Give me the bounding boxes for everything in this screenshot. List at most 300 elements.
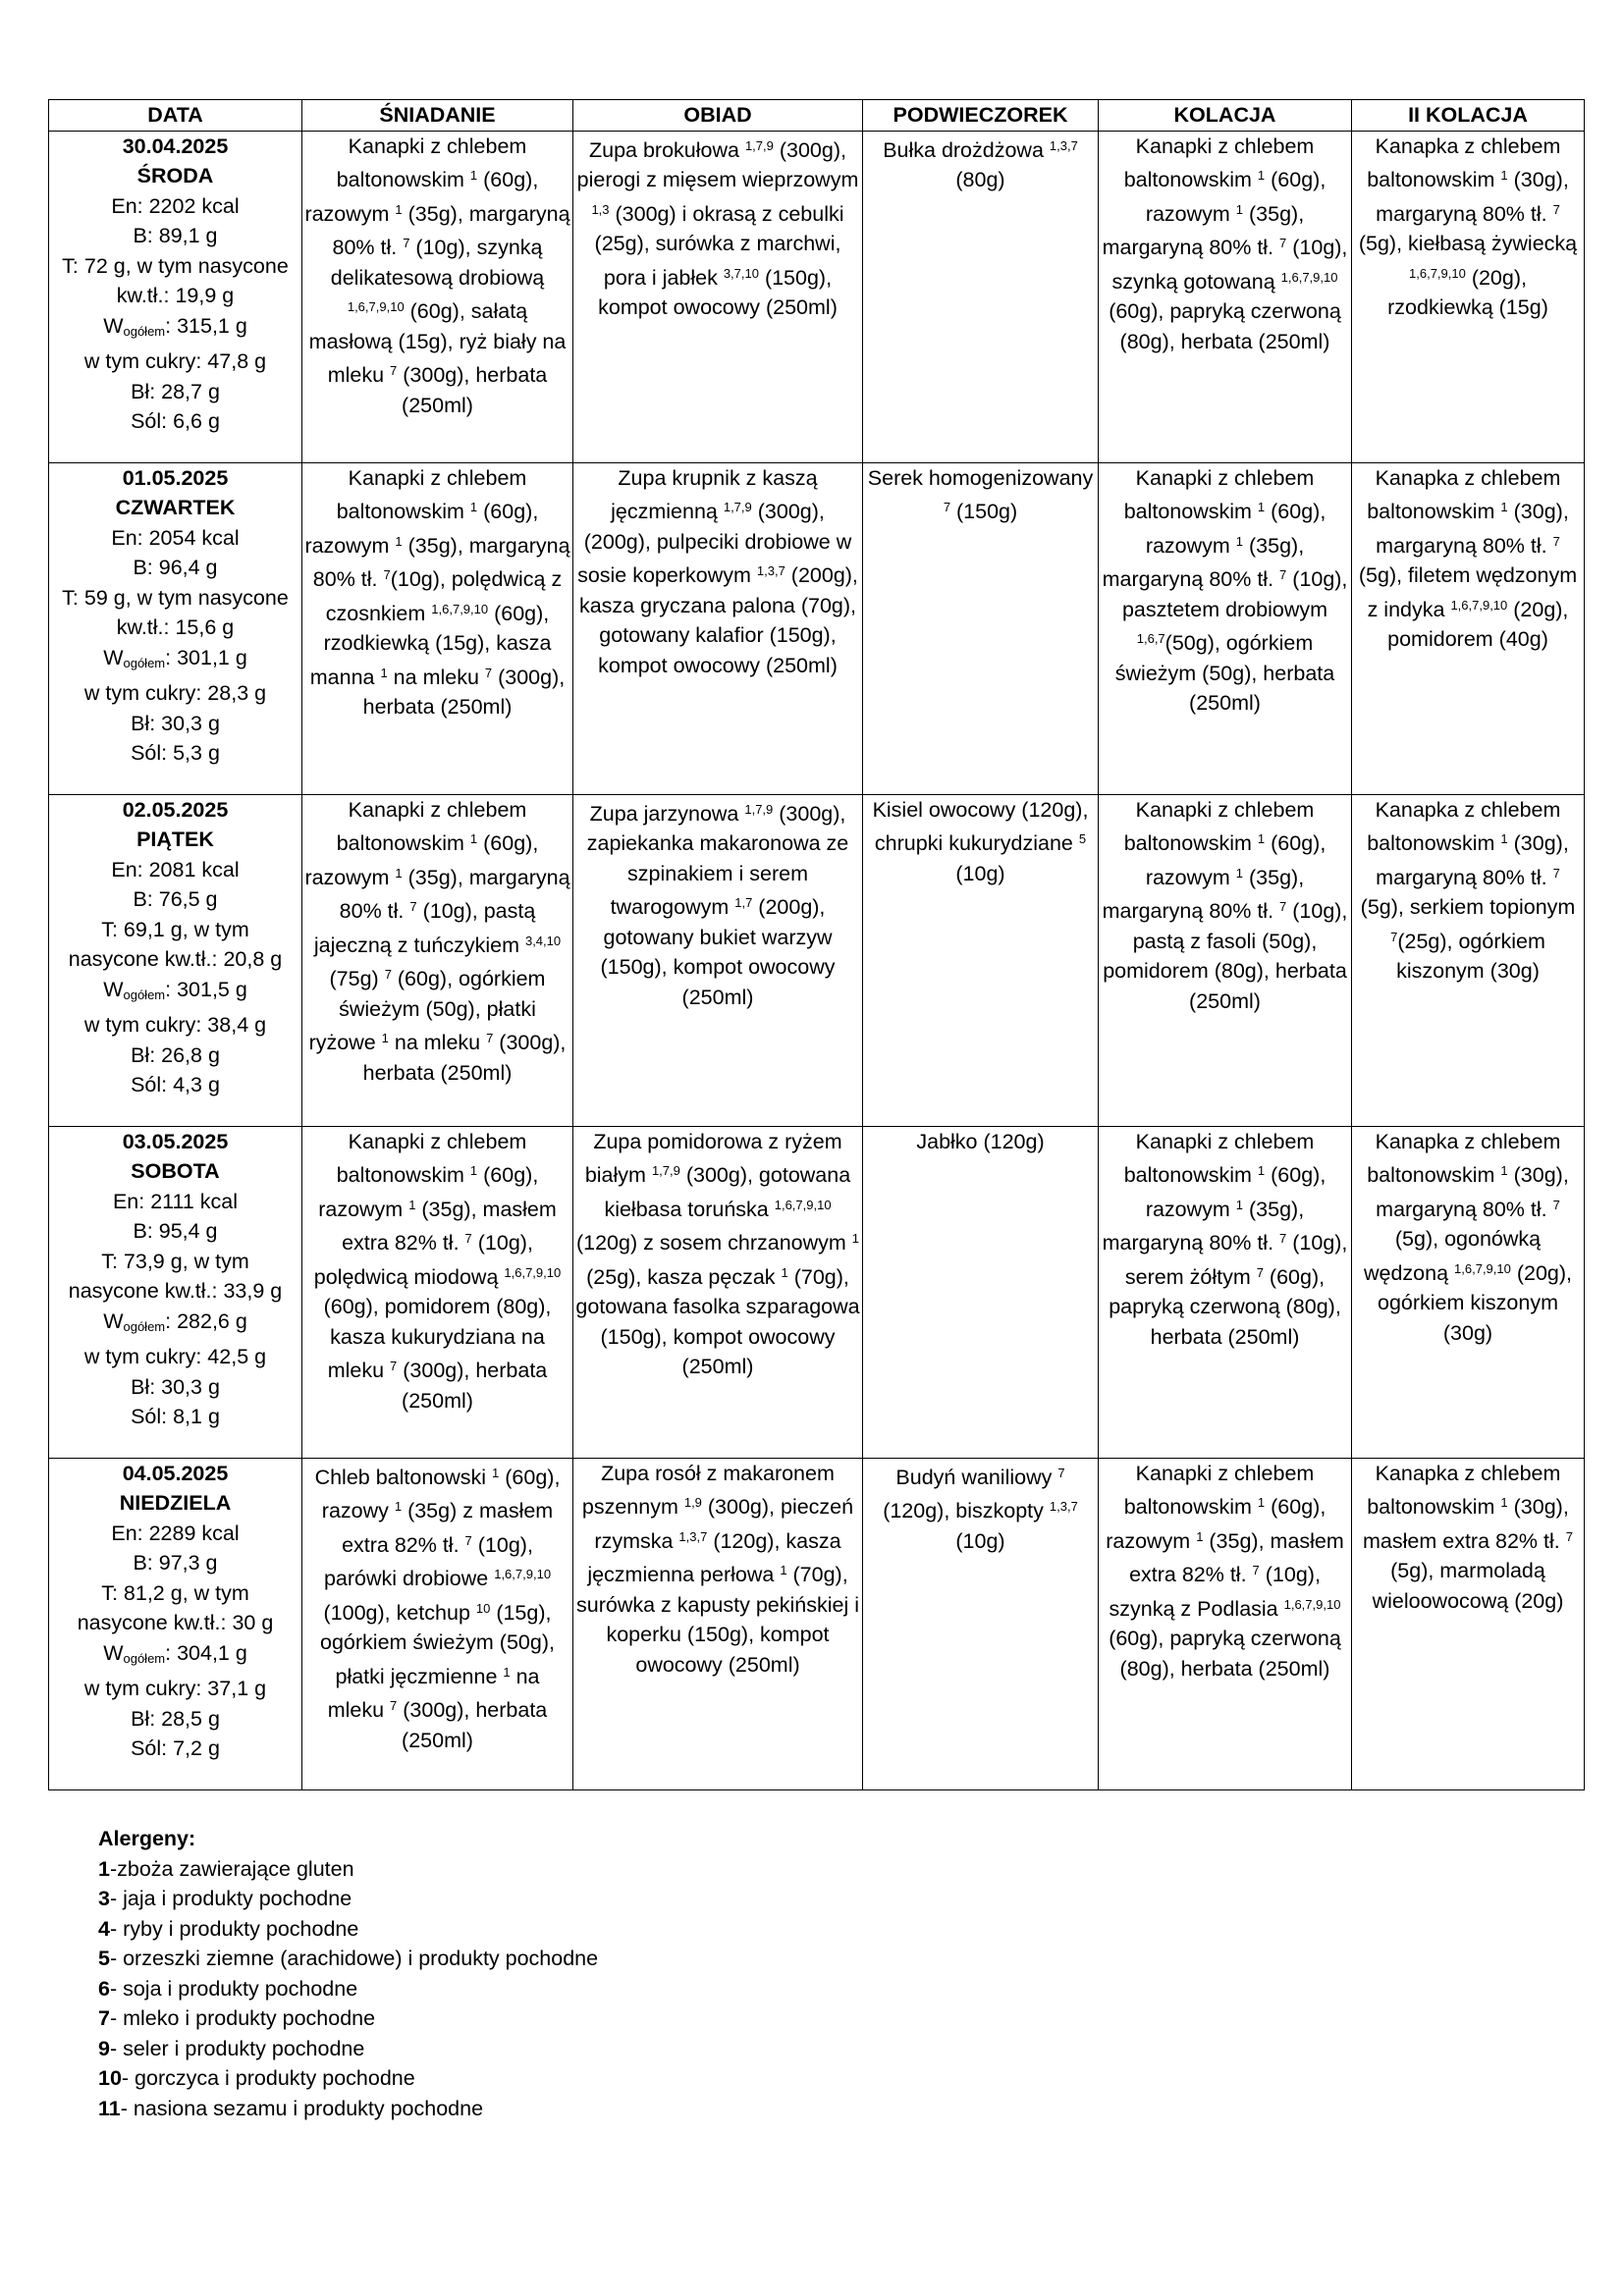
- text-run: (5g), marmoladą wieloowocową (20g): [1372, 1559, 1564, 1613]
- text-run: W: [103, 1640, 124, 1665]
- allergen-number: 10: [98, 2066, 122, 2090]
- text-run: T: 59 g, w tym nasycone: [62, 585, 289, 610]
- allergen-description: - ryby i produkty pochodne: [109, 1916, 359, 1941]
- text-run: W: [103, 977, 124, 1001]
- allergen-code: 1,3: [591, 201, 610, 217]
- allergen-item: [98, 2063, 598, 2094]
- text-run: (10g), polędwicą z czosnkiem: [325, 567, 563, 625]
- breakfast-cell: [302, 131, 573, 462]
- allergen-code: 7: [403, 236, 410, 250]
- allergen-code: 1,7,9: [744, 137, 774, 153]
- date-cell: [49, 1458, 302, 1789]
- text-run: T: 81,2 g, w tym: [101, 1580, 249, 1605]
- lunch-cell: [573, 131, 863, 462]
- allergen-code: 7: [390, 1698, 398, 1713]
- nutrition-line: [51, 613, 299, 643]
- allergen-description: - mleko i produkty pochodne: [109, 2006, 376, 2030]
- weekday-label: NIEDZIELA: [119, 1491, 232, 1515]
- allergen-code: 7: [1565, 1528, 1573, 1544]
- weekday-label: ŚRODA: [136, 164, 214, 187]
- text-run: (10g), serem żółtym: [1124, 1231, 1348, 1289]
- nutrition-line: [51, 1010, 299, 1041]
- text-run: B: 89,1 g: [133, 224, 218, 247]
- text-run: (120g) z sosem chrzanowym: [575, 1231, 852, 1255]
- allergen-code: 1,6,7,9,10: [1454, 1260, 1511, 1276]
- nutrition-line: [51, 855, 299, 885]
- text-run: (30g), margaryną 80% tł.: [1376, 168, 1569, 226]
- text-run: (35g), margaryną 80% tł.: [1102, 533, 1305, 591]
- text-run: Kanapka z chlebem baltonowskim: [1367, 797, 1561, 855]
- allergen-code: 1,6,7,9,10: [1280, 269, 1338, 285]
- allergen-code: 1: [503, 1664, 511, 1680]
- text-run: (60g), razowym: [1106, 1495, 1326, 1553]
- text-run: Kanapka z chlebem baltonowskim: [1367, 465, 1561, 523]
- allergen-code: 7: [943, 500, 951, 514]
- nutrition-line: [51, 1674, 299, 1704]
- text-run: Budyń waniliowy: [895, 1465, 1058, 1489]
- snack-cell: [863, 462, 1099, 794]
- text-run: W: [103, 313, 124, 338]
- text-run: w tym cukry: 38,4 g: [83, 1013, 267, 1037]
- nutrition-line: [51, 738, 299, 769]
- text-run: (25g), ogórkiem kiszonym (30g): [1396, 929, 1545, 983]
- text-run: : 304,1 g: [165, 1640, 247, 1665]
- allergen-code: 1: [1500, 1495, 1508, 1510]
- allergen-code: 1: [1235, 533, 1244, 549]
- allergen-code: 1,6,7,9,10: [347, 299, 405, 314]
- allergen-code: 1: [381, 1031, 389, 1045]
- allergen-number: 4: [98, 1916, 110, 1941]
- allergen-code: 7: [1552, 201, 1560, 217]
- text-run: (60g), papryką czerwoną (80g), herbata (250ml): [1109, 1627, 1341, 1681]
- nutrition-line: [51, 1041, 299, 1071]
- allergen-code: 1: [408, 1197, 416, 1212]
- text-run: W: [103, 1308, 124, 1333]
- table-header: [49, 100, 1585, 132]
- allergen-number: 9: [98, 2036, 110, 2060]
- date-label: 02.05.2025: [122, 797, 229, 822]
- text-run: (30g), margaryną 80% tł.: [1376, 831, 1569, 889]
- text-run: Zupa brokułowa: [589, 137, 745, 162]
- second-dinner-cell: [1352, 131, 1585, 462]
- text-run: Bułka drożdżowa: [883, 137, 1050, 162]
- nutrition-line: [51, 1578, 299, 1609]
- text-run: (300g), herbata (250ml): [397, 1698, 548, 1752]
- allergen-code: 7: [1279, 899, 1287, 914]
- text-run: : 282,6 g: [165, 1308, 247, 1333]
- text-run: Sól: 5,3 g: [131, 741, 220, 765]
- allergen-code: 1,6,7,9,10: [774, 1197, 832, 1212]
- breakfast-cell: [302, 462, 573, 794]
- text-run: (10g), pasztetem drobiowym: [1121, 567, 1348, 621]
- text-run: (60g), razowym: [318, 1163, 539, 1221]
- text-run: Zupa pomidorowa z ryżem białym: [584, 1129, 842, 1187]
- nutrition-line: [51, 884, 299, 915]
- text-run: Zupa jarzynowa: [589, 801, 745, 826]
- text-run: Kanapka z chlebem baltonowskim: [1367, 1461, 1561, 1519]
- text-run: (35g), margaryną 80% tł.: [312, 533, 570, 591]
- allergen-item: [98, 1944, 598, 1974]
- nutrition-line: [51, 643, 299, 679]
- text-run: Zupa rosół z makaronem pszennym: [581, 1461, 835, 1519]
- allergen-code: 1: [1500, 500, 1508, 514]
- allergen-code: 1,6,7,9,10: [1450, 597, 1508, 613]
- dinner-cell: [1099, 131, 1352, 462]
- date-label: 01.05.2025: [122, 465, 229, 490]
- text-run: kw.tł.: 19,9 g: [116, 284, 235, 307]
- breakfast-cell: [302, 1458, 573, 1789]
- text-run: Kanapki z chlebem baltonowskim: [1123, 133, 1315, 191]
- allergen-item: [98, 1884, 598, 1914]
- text-run: Chleb baltonowski: [314, 1465, 493, 1489]
- allergen-code: 1: [395, 201, 403, 217]
- text-run: (10g): [955, 861, 1005, 885]
- text-run: En: 2081 kcal: [111, 857, 240, 881]
- text-run: (10g): [955, 1528, 1005, 1553]
- text-run: (60g), pomidorem (80g), kasza kukurydziana na mleku: [323, 1295, 552, 1382]
- allergen-code: 10: [475, 1600, 491, 1616]
- subscript-text: ogółem: [123, 323, 166, 339]
- text-run: Kanapki z chlebem baltonowskim: [1123, 1461, 1315, 1519]
- text-run: (70g), gotowana fasolka szparagowa (150g), kompot owocowy (250ml): [575, 1264, 860, 1378]
- text-run: Kanapka z chlebem baltonowskim: [1367, 1129, 1561, 1187]
- text-run: : 301,1 g: [165, 645, 247, 669]
- allergen-code: 3,7,10: [723, 265, 759, 281]
- text-run: nasycone kw.tł.: 30 g: [77, 1611, 274, 1634]
- day-row: [49, 794, 1585, 1126]
- text-run: (60g), sałatą masłową (15g), ryż biały na mleku: [308, 299, 567, 387]
- text-run: (150g), kompot owocowy (250ml): [598, 265, 838, 319]
- allergen-description: - seler i produkty pochodne: [109, 2036, 365, 2060]
- text-run: En: 2202 kcal: [111, 193, 240, 218]
- text-run: w tym cukry: 37,1 g: [83, 1677, 267, 1700]
- nutrition-line: [51, 709, 299, 739]
- allergen-description: - jaja i produkty pochodne: [109, 1887, 352, 1910]
- nutrition-line: [51, 944, 299, 975]
- subscript-text: ogółem: [123, 1650, 166, 1666]
- text-run: (5g), kiełbasą żywiecką: [1358, 232, 1578, 255]
- text-run: (300g), pierogi z mięsem wieprzowym: [576, 137, 859, 191]
- text-run: Kanapki z chlebem baltonowskim: [336, 1129, 527, 1187]
- nutrition-line: [51, 1608, 299, 1638]
- weekday-label: PIĄTEK: [136, 828, 214, 851]
- allergen-code: 1,3,7: [678, 1528, 708, 1544]
- nutrition-line: [51, 1070, 299, 1100]
- allergen-code: 7: [1252, 1563, 1260, 1577]
- allergen-code: 7: [383, 567, 391, 582]
- header-breakfast: ŚNIADANIE: [302, 100, 573, 132]
- allergen-code: 1: [469, 168, 478, 183]
- header-date: DATA: [49, 100, 302, 132]
- allergen-code: 7: [1552, 1197, 1560, 1212]
- lunch-cell: [573, 794, 863, 1126]
- text-run: (120g), kasza jęczmienna perłowa: [587, 1528, 841, 1586]
- text-run: Kanapki z chlebem baltonowskim: [336, 133, 527, 191]
- allergen-item: [98, 1854, 598, 1885]
- text-run: (5g), ogonówką wędzoną: [1363, 1227, 1542, 1285]
- allergen-code: 1,7,9: [744, 801, 774, 817]
- text-run: (35g), masłem extra 82% tł.: [342, 1197, 557, 1255]
- text-run: (25g), kasza pęczak: [586, 1264, 782, 1289]
- nutrition-line: [51, 311, 299, 347]
- text-run: (300g), zapiekanka makaronowa ze szpinakiem i serem twarogowym: [586, 801, 849, 919]
- allergen-code: 7: [1057, 1465, 1065, 1480]
- text-run: na mleku: [388, 1031, 487, 1054]
- allergen-code: 1: [1257, 1163, 1266, 1178]
- nutrition-line: [51, 251, 299, 282]
- allergen-legend: [98, 1824, 598, 2123]
- allergen-code: 1: [492, 1465, 500, 1480]
- table-body: [49, 131, 1585, 1789]
- header-dinner: KOLACJA: [1099, 100, 1352, 132]
- allergen-code: 1: [380, 665, 388, 680]
- allergen-code: 7: [1552, 533, 1560, 549]
- allergen-code: 7: [390, 1359, 398, 1373]
- allergen-code: 1: [1235, 201, 1244, 217]
- allergen-code: 1: [1235, 1197, 1244, 1212]
- subscript-text: ogółem: [123, 655, 166, 670]
- text-run: (150g): [950, 500, 1018, 523]
- nutrition-line: [51, 221, 299, 251]
- date-label: 04.05.2025: [122, 1461, 229, 1485]
- nutrition-line: [51, 523, 299, 554]
- text-run: (300g), (200g), pulpeciki drobiowe w sosie koperkowym: [577, 500, 852, 587]
- nutrition-line: [51, 1638, 299, 1675]
- dinner-cell: [1099, 462, 1352, 794]
- allergen-code: 1: [469, 1163, 478, 1178]
- allergen-code: 7: [1390, 929, 1398, 944]
- text-run: w tym cukry: 28,3 g: [83, 681, 267, 705]
- text-run: En: 2111 kcal: [112, 1189, 239, 1213]
- date-label: 30.04.2025: [122, 133, 229, 158]
- text-run: (20g), rzodkiewką (15g): [1387, 265, 1548, 319]
- nutrition-line: [51, 915, 299, 945]
- allergen-code: 3,4,10: [524, 933, 562, 948]
- text-run: w tym cukry: 47,8 g: [83, 349, 267, 373]
- text-run: Sól: 6,6 g: [131, 409, 220, 433]
- allergen-code: 1: [1196, 1528, 1204, 1544]
- nutrition-line: [51, 1307, 299, 1343]
- second-dinner-cell: [1352, 1126, 1585, 1458]
- allergen-code: 1,6,7,9,10: [431, 601, 489, 616]
- text-run: na mleku: [327, 1664, 540, 1722]
- text-run: (50g), ogórkiem świeżym (50g), herbata (250ml): [1114, 631, 1335, 715]
- second-dinner-cell: [1352, 794, 1585, 1126]
- text-run: (120g), biszkopty: [883, 1499, 1050, 1522]
- allergen-code: 1,3,7: [1049, 137, 1078, 153]
- allergen-code: 1: [469, 500, 478, 514]
- allergen-code: 1,3,7: [756, 563, 785, 578]
- header-lunch: OBIAD: [573, 100, 863, 132]
- text-run: (70g), surówka z kapusty pekińskiej i koperku (150g), kompot owocowy (250ml): [576, 1563, 859, 1677]
- text-run: (60g), papryką czerwoną (80g), herbata (250ml): [1109, 299, 1341, 353]
- text-run: (10g), polędwicą miodową: [313, 1231, 533, 1289]
- nutrition-line: [51, 1247, 299, 1277]
- nutrition-line: [51, 1187, 299, 1217]
- allergen-code: 1,3,7: [1049, 1499, 1078, 1514]
- allergen-code: 7: [409, 899, 417, 914]
- second-dinner-cell: [1352, 462, 1585, 794]
- allergen-number: 3: [98, 1887, 110, 1910]
- nutrition-line: [51, 281, 299, 311]
- text-run: na mleku: [387, 665, 485, 689]
- text-run: Kanapki z chlebem baltonowskim: [1123, 465, 1315, 523]
- text-run: (20g), pomidorem (40g): [1387, 597, 1569, 651]
- allergen-description: - nasiona sezamu i produkty pochodne: [120, 2096, 484, 2120]
- allergen-number: 6: [98, 1976, 110, 2001]
- allergen-number: 1: [98, 1856, 110, 1881]
- date-cell: [49, 794, 302, 1126]
- allergen-code: 1: [1257, 500, 1266, 514]
- text-run: (35g), margaryną 80% tł.: [1102, 1197, 1305, 1255]
- text-run: (300g), herbata (250ml): [397, 1359, 548, 1413]
- text-run: (30g), margaryną 80% tł.: [1376, 500, 1569, 558]
- allergen-code: 1: [781, 1264, 788, 1280]
- text-run: (60g), papryką czerwoną (80g), herbata (250ml): [1109, 1264, 1341, 1349]
- allergen-code: 1,6,7: [1136, 631, 1165, 646]
- text-run: (10g), parówki drobiowe: [323, 1532, 533, 1590]
- allergen-description: -zboża zawierające gluten: [109, 1856, 354, 1881]
- text-run: (60g), razowym: [1145, 1163, 1326, 1221]
- text-run: (60g), razowym: [1145, 831, 1326, 889]
- text-run: Bł: 28,7 g: [131, 379, 220, 403]
- nutrition-line: [51, 406, 299, 437]
- text-run: (80g): [955, 168, 1005, 191]
- text-run: (30g), margaryną 80% tł.: [1376, 1163, 1569, 1221]
- allergen-code: 1,6,7,9,10: [494, 1567, 552, 1581]
- weekday-label: CZWARTEK: [115, 496, 236, 519]
- text-run: : 315,1 g: [165, 313, 247, 338]
- text-run: (60g), razowym: [1145, 500, 1326, 558]
- text-run: Bł: 30,3 g: [131, 1374, 220, 1399]
- text-run: (35g), margaryną 80% tł.: [1102, 201, 1305, 259]
- text-run: Sól: 4,3 g: [131, 1073, 220, 1096]
- header-snack: PODWIECZOREK: [863, 100, 1099, 132]
- text-run: (75g): [329, 967, 385, 990]
- snack-cell: [863, 1126, 1099, 1458]
- text-run: (20g), ogórkiem kiszonym (30g): [1378, 1260, 1572, 1345]
- text-run: (200g), gotowany bukiet warzyw (150g), kompot owocowy (250ml): [600, 895, 836, 1009]
- allergen-number: 5: [98, 1947, 110, 1970]
- allergen-code: 1: [469, 831, 478, 846]
- dinner-cell: [1099, 1126, 1352, 1458]
- nutrition-line: [51, 1216, 299, 1247]
- nutrition-line: [51, 191, 299, 222]
- nutrition-line: [51, 1372, 299, 1403]
- allergen-code: 1: [851, 1231, 860, 1246]
- text-run: (10g), szynką z Podlasia: [1109, 1563, 1321, 1621]
- text-run: Bł: 30,3 g: [131, 711, 220, 735]
- allergen-description: - orzeszki ziemne (arachidowe) i produkty pochodne: [109, 1947, 599, 1970]
- allergen-code: 1: [1235, 865, 1244, 881]
- text-run: Bł: 26,8 g: [131, 1042, 220, 1067]
- allergen-code: 7: [1552, 865, 1560, 881]
- nutrition-line: [51, 583, 299, 614]
- allergen-code: 7: [1279, 567, 1287, 582]
- text-run: (300g), gotowana kiełbasa toruńska: [604, 1163, 851, 1221]
- weekday-label: SOBOTA: [131, 1159, 220, 1183]
- text-run: (5g), serkiem topionym: [1360, 895, 1576, 919]
- text-run: T: 73,9 g, w tym: [101, 1249, 249, 1273]
- text-run: (35g) z masłem extra 82% tł.: [342, 1499, 554, 1557]
- nutrition-line: [51, 1548, 299, 1578]
- text-run: (10g), szynką delikatesową drobiową: [330, 236, 545, 290]
- text-run: (30g), masłem extra 82% tł.: [1363, 1495, 1569, 1553]
- allergen-number: 7: [98, 2006, 110, 2030]
- date-cell: [49, 131, 302, 462]
- day-row: [49, 1458, 1585, 1789]
- subscript-text: ogółem: [123, 987, 166, 1002]
- text-run: (60g), ogórkiem świeżym (50g), płatki ryżowe: [308, 967, 546, 1054]
- text-run: B: 76,5 g: [133, 887, 218, 911]
- allergen-code: 7: [464, 1532, 472, 1548]
- nutrition-line: [51, 1276, 299, 1307]
- text-run: (35g), margaryną 80% tł.: [332, 201, 570, 259]
- nutrition-line: [51, 1519, 299, 1549]
- allergen-code: 1,9: [683, 1495, 702, 1510]
- nutrition-line: [51, 1704, 299, 1735]
- text-run: kw.tł.: 15,6 g: [116, 615, 235, 639]
- allergen-code: 7: [1279, 1231, 1287, 1246]
- text-run: (60g), razowy: [321, 1465, 561, 1522]
- text-run: Kisiel owocowy (120g), chrupki kukurydziane: [872, 797, 1089, 855]
- day-row: [49, 462, 1585, 794]
- allergen-code: 1,6,7,9,10: [1283, 1596, 1341, 1612]
- lunch-cell: [573, 462, 863, 794]
- text-run: Bł: 28,5 g: [131, 1706, 220, 1731]
- allergen-code: 1,7: [734, 895, 753, 910]
- text-run: T: 69,1 g, w tym: [101, 917, 249, 941]
- text-run: Serek homogenizowany: [867, 465, 1094, 490]
- text-run: (10g), szynką gotowaną: [1111, 236, 1348, 294]
- allergen-code: 7: [390, 363, 398, 378]
- text-run: (60g), razowym: [304, 168, 539, 226]
- text-run: (10g), pastą jajeczną z tuńczykiem: [313, 899, 536, 957]
- allergen-code: 7: [484, 665, 493, 680]
- text-run: Jabłko (120g): [916, 1129, 1045, 1153]
- text-run: (200g), kasza gryczana palona (70g), gotowany kalafior (150g), kompot owocowy (250ml): [578, 563, 858, 677]
- text-run: Kanapki z chlebem baltonowskim: [336, 797, 527, 855]
- text-run: B: 95,4 g: [133, 1219, 218, 1243]
- day-row: [49, 1126, 1585, 1458]
- nutrition-line: [51, 678, 299, 709]
- lunch-cell: [573, 1458, 863, 1789]
- date-label: 03.05.2025: [122, 1129, 229, 1153]
- text-run: (10g), pastą z fasoli (50g), pomidorem (80g), herbata (250ml): [1103, 899, 1348, 1013]
- allergen-code: 1,6,7,9,10: [504, 1264, 562, 1280]
- allergen-code: 1: [1500, 1163, 1508, 1178]
- text-run: nasycone kw.tł.: 33,9 g: [68, 1279, 283, 1303]
- allergen-list: [98, 1854, 598, 2124]
- snack-cell: [863, 794, 1099, 1126]
- dinner-cell: [1099, 794, 1352, 1126]
- nutrition-line: [51, 347, 299, 377]
- text-run: Zupa krupnik z kaszą jęczmienną: [611, 465, 818, 523]
- text-run: B: 96,4 g: [133, 556, 218, 579]
- nutrition-line: [51, 377, 299, 407]
- snack-cell: [863, 1458, 1099, 1789]
- text-run: (300g), herbata (250ml): [362, 665, 566, 719]
- allergen-code: 5: [1078, 831, 1087, 846]
- text-run: Kanapka z chlebem baltonowskim: [1367, 133, 1561, 191]
- text-run: (300g), herbata (250ml): [362, 1031, 567, 1085]
- nutrition-line: [51, 975, 299, 1011]
- allergen-code: 1: [1500, 168, 1508, 183]
- allergen-code: 7: [486, 1031, 494, 1045]
- allergen-code: 1,6,7,9,10: [1409, 265, 1466, 281]
- day-row: [49, 131, 1585, 462]
- breakfast-cell: [302, 794, 573, 1126]
